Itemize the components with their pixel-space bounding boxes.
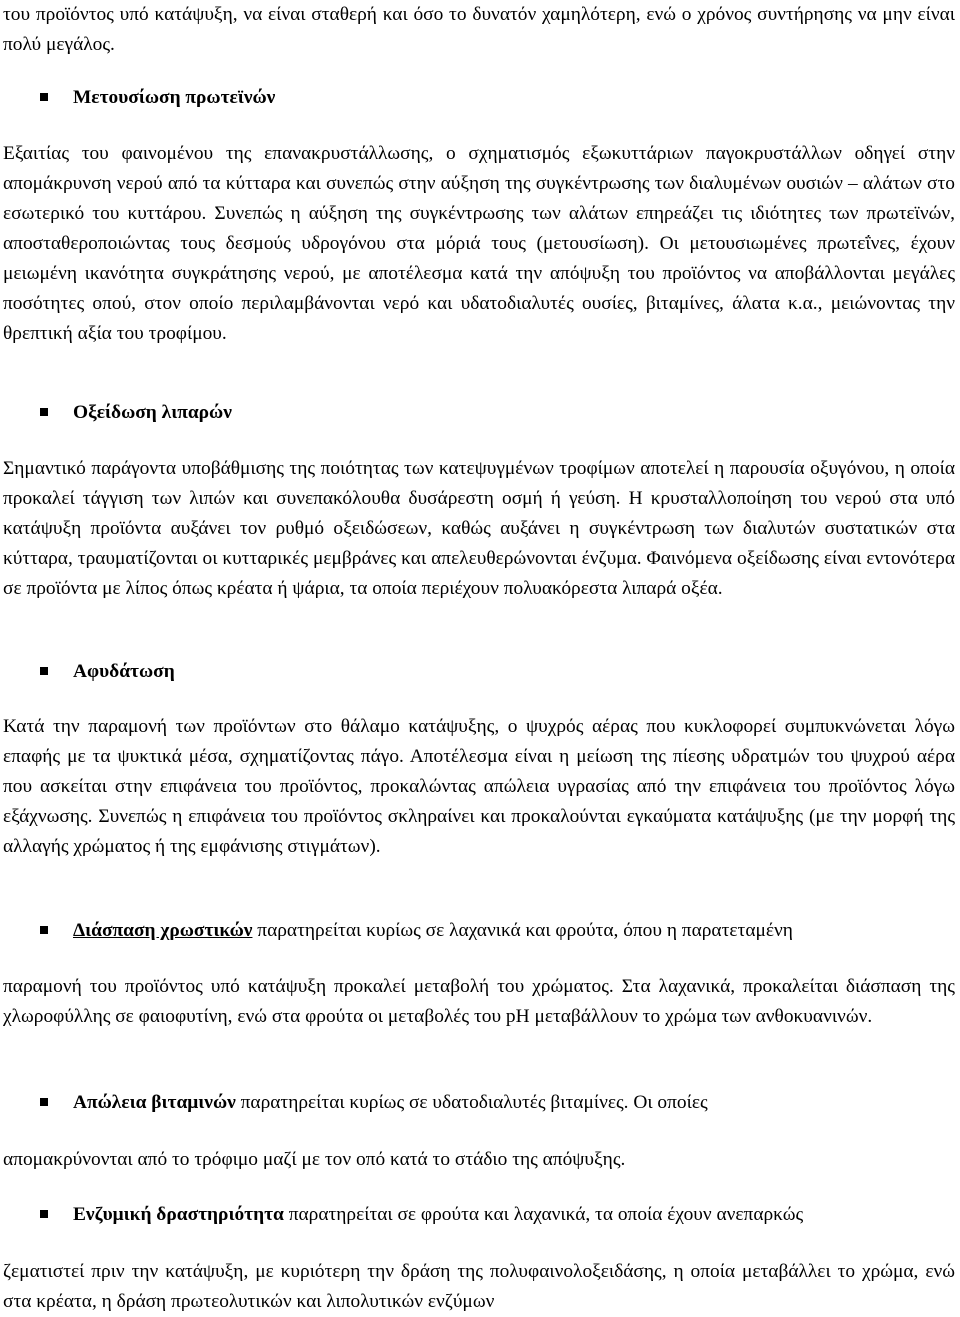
section-heading	[3, 1200, 955, 1230]
section-body: Σημαντικό παράγοντα υποβάθμισης της ποιότητας των κατεψυγμένων τροφίμων αποτελεί η παρουσία οξυγόνου, η οποία προκαλεί τάγγιση των λιπών και συνεπακόλουθα δυσάρεστη οσμή ή γεύση. Η κρυσταλλοποίηση του νερού στα υπό κατάψυξη προϊόντα αυξάνει τον ρυθμό οξειδώσεων, καθώς αυξάνει η συγκέντρωση των διαλυτών συστατικών στα κύτταρα, τραυματίζονται οι κυτταρικές μεμβράνες και απελευθερώνονται ένζυμα. Φαινόμενα οξείδωσης είναι εντονότερα σε προϊόντα με λίπος όπως κρέατα ή ψάρια, τα οποία περιέχουν πολυακόρεστα λιπαρά οξέα.	[3, 458, 955, 599]
section-heading	[3, 916, 955, 946]
heading-lead: παρατηρείται κυρίως σε υδατοδιαλυτές βιταμίνες. Οι οποίες	[235, 1092, 708, 1113]
section-heading	[3, 657, 953, 687]
section-body: Εξαιτίας του φαινομένου της επανακρυστάλλωσης, ο σχηματισμός εξωκυττάριων παγοκρυστάλλων οδηγεί στην απομάκρυνση νερού από τα κύτταρα και συνεπώς στην αύξηση της συγκέντρωσης των διαλυμένων ουσιών – αλάτων στο εσωτερικό του κυττάρου. Συνεπώς η αύξηση της συγκέντρωσης των αλάτων επηρεάζει τις ιδιότητες των πρωτεϊνών, αποσταθεροποιώντας τους δεσμούς υδρογόνου στα μόριά τους (μετουσίωση). Οι μετουσιωμένες πρωτεΐνες, έχουν μειωμένη ικανότητα συγκράτησης νερού, με αποτέλεσμα κατά την απόψυξη του προϊόντος να αποβάλλονται μεγάλες ποσότητες οπού, στον οποίο περιλαμβάνονται νερό και υδατοδιαλυτές ουσίες, βιταμίνες, άλατα κ.α., μειώνοντας την θρεπτική αξία του τροφίμου.	[3, 143, 955, 344]
heading-lead: παρατηρείται κυρίως σε λαχανικά και φρούτα, όπου η παρατεταμένη	[252, 920, 793, 941]
heading-lead: παρατηρείται σε φρούτα και λαχανικά, τα οποία έχουν ανεπαρκώς	[283, 1204, 804, 1225]
section-body: παραμονή του προϊόντος υπό κατάψυξη προκαλεί μεταβολή του χρώματος. Στα λαχανικά, προκαλείται διάσπαση της χλωροφύλλης σε φαιοφυτίνη, ενώ στα φρούτα οι μεταβολές του pH μεταβάλλουν το χρώμα των ανθοκυανινών.	[3, 976, 955, 1027]
heading-text: Μετουσίωση πρωτεϊνών	[73, 87, 276, 108]
section-heading	[3, 1088, 955, 1118]
section-heading	[3, 398, 953, 428]
heading-text: Αφυδάτωση	[73, 661, 175, 682]
intro-paragraph: του προϊόντος υπό κατάψυξη, να είναι σταθερή και όσο το δυνατόν χαμηλότερη, ενώ ο χρόνος συντήρησης να μην είναι πολύ μεγάλος.	[3, 4, 955, 55]
heading-text: Διάσπαση χρωστικών	[73, 920, 253, 941]
heading-text: Ενζυμική δραστηριότητα	[73, 1204, 284, 1225]
section-body: Κατά την παραμονή των προϊόντων στο θάλαμο κατάψυξης, ο ψυχρός αέρας που κυκλοφορεί συμπυκνώνεται λόγω επαφής με τα ψυκτικά μέσα, σχηματίζοντας πάγο. Αποτέλεσμα είναι η μείωση της πίεσης υδρατμών του ψυχρού αέρα που ασκείται στην επιφάνεια του προϊόντος, προκαλώντας απώλεια υγρασίας από την επιφάνεια του προϊόντος λόγω εξάχνωσης. Συνεπώς η επιφάνεια του προϊόντος σκληραίνει και προκαλούνται εγκαύματα κατάψυξης (με την μορφή της αλλαγής χρώματος ή της εμφάνισης στιγμάτων).	[3, 716, 955, 857]
section-heading	[3, 83, 953, 113]
section-body: ζεματιστεί πριν την κατάψυξη, με κυριότερη την δράση της πολυφαινολοξειδάσης, η οποία μεταβάλλει το χρώμα, ενώ στα κρέατα, η δράση πρωτεολυτικών και λιπολυτικών ενζύμων	[3, 1261, 955, 1312]
heading-text: Απώλεια βιταμινών	[73, 1092, 236, 1113]
heading-text: Οξείδωση λιπαρών	[73, 402, 232, 423]
section-body: απομακρύνονται από το τρόφιμο μαζί με τον οπό κατά το στάδιο της απόψυξης.	[3, 1149, 626, 1170]
